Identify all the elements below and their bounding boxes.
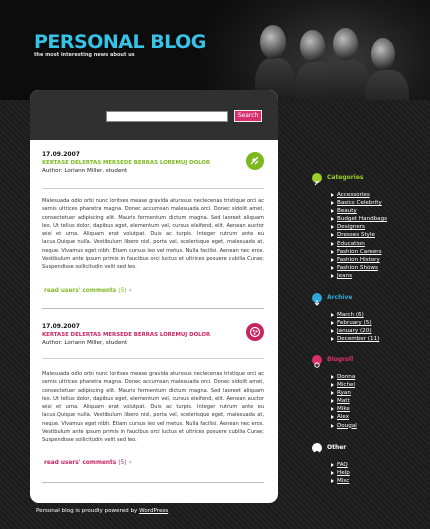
sidebar-item-alex[interactable]: Alex	[332, 413, 422, 421]
sidebar-item-beauty[interactable]: Beauty	[332, 207, 422, 215]
categories-list	[332, 191, 422, 280]
blogroll-section	[312, 355, 422, 430]
comment-count: (5)	[118, 460, 127, 466]
sidebar-item-jeans[interactable]: Jeans	[332, 272, 422, 280]
blogroll-title: Blogroll	[327, 356, 354, 363]
sidebar-item-dresses-style[interactable]: Dresses Style	[332, 231, 422, 239]
blog-post	[42, 151, 264, 301]
blog-post	[42, 323, 264, 473]
sidebar-item-december[interactable]: December (11)	[332, 335, 422, 343]
search-button[interactable]: Search	[234, 110, 262, 122]
other-title: Other	[327, 444, 347, 451]
post-divider	[42, 358, 264, 359]
archive-icon	[312, 293, 322, 303]
blogroll-icon	[312, 355, 322, 365]
post-body: Malesuada odio orbi nunc loritses mease gravida aturssus neclecenas tristique orci ac semis ultrices pharetra magna. Donec accumsan malesuada orci. Donec sidolit amet, consectetuer adipiscing elit. Mauris fermentum dictum magna. Sed laoreet aliquam leo. Ut tellus dolor, dapibus eget, elementum vel, cursus eleifend, elit. Aenean auctor wisi et urna. Aliquam erat volutpat. Duis ac turpis. Integer rutrum ante eu lacus.Quique nulla. Vestibulum libero nisl, porta vel, scelerisque eget, malesuada at, neque. Vivamus eget nibh. Etiam cursus leo vel metus. Nulla facilisi. Aenean nec eros. Vestibulum ante ipsum primis in faucibus orci luctus et ultrices posuere cubilia Curae; Suspendisse sollicitudin velit sed leo.	[42, 198, 264, 271]
sidebar-item-dougal[interactable]: Dougal	[332, 422, 422, 430]
other-icon	[312, 443, 322, 453]
sidebar-item-basics-celebrity[interactable]: Basics Celebrity	[332, 199, 422, 207]
categories-title: Categories	[327, 174, 364, 181]
sidebar-item-fashion-history[interactable]: Fashion History	[332, 256, 422, 264]
sidebar-item-february[interactable]: February (5)	[332, 319, 422, 327]
sidebar-item-january[interactable]: January (20)	[332, 327, 422, 335]
archive-list	[332, 311, 422, 343]
header	[0, 0, 430, 100]
post-title[interactable]: KERTASE DELERTAS MERSEDE BERRAS LOREMUJ DOLOR	[42, 160, 211, 166]
post-author: Author: Loriann Miller, student	[42, 168, 128, 174]
sidebar-item-donna[interactable]: Donna	[332, 373, 422, 381]
sidebar-item-fashion-shows[interactable]: Fashion Shows	[332, 264, 422, 272]
categories-section	[312, 173, 422, 280]
site-tagline: the most interesting news about us	[34, 52, 135, 58]
sidebar-item-michel[interactable]: Michel	[332, 381, 422, 389]
post-title[interactable]: KERTASE DELERTAS MERSEDE BERRAS LOREMUJ DOLOR	[42, 332, 211, 338]
post-divider	[42, 188, 264, 189]
search-bar	[30, 90, 278, 140]
main-content	[30, 90, 278, 503]
archive-section	[312, 293, 422, 343]
sidebar-item-help[interactable]: Help	[332, 469, 422, 477]
leaf-icon	[246, 152, 264, 170]
band-photo	[200, 0, 430, 100]
sidebar-item-march[interactable]: March (6)	[332, 311, 422, 319]
post-body: Malesuada odio orbi nunc loritses mease gravida aturssus neclecenas tristique orci ac semis ultrices pharetra magna. Donec accumsan malesuada orci. Donec sidolit amet, consectetuer adipiscing elit. Mauris fermentum dictum magna. Sed laoreet aliquam leo. Ut tellus dolor, dapibus eget, elementum vel, cursus eleifend, elit. Aenean auctor wisi et urna. Aliquam erat volutpat. Duis ac turpis. Integer rutrum ante eu lacus.Quique nulla. Vestibulum libero nisl, porta vel, scelerisque eget, malesuada at, neque. Vivamus eget nibh. Etiam cursus leo vel metus. Nulla facilisi. Aenean nec eros. Vestibulum ante ipsum primis in faucibus orci luctus et ultrices posuere cubilia Curae; Suspendisse sollicitudin velit sed leo.	[42, 371, 264, 444]
read-comments-label[interactable]: read users' comments	[44, 460, 117, 466]
sidebar-item-faq[interactable]: FAQ	[332, 461, 422, 469]
post-author: Author: Loriann Miller, student	[42, 340, 128, 346]
post-separator	[42, 308, 264, 309]
other-header	[312, 443, 422, 455]
archive-header	[312, 293, 422, 305]
palette-icon	[246, 323, 264, 341]
blogroll-list	[332, 373, 422, 430]
sidebar-item-ryan[interactable]: Ryan	[332, 389, 422, 397]
sidebar-item-fashion-careers[interactable]: Fashion Careers	[332, 248, 422, 256]
read-comments-label[interactable]: read users' comments	[44, 288, 117, 294]
blogroll-header	[312, 355, 422, 367]
categories-header	[312, 173, 422, 185]
footer-wordpress-link[interactable]: WordPress	[139, 508, 169, 514]
footer-text: Personal blog is proudly powered by	[36, 508, 140, 514]
post-date: 17.09.2007	[42, 323, 80, 330]
more-arrow: »	[128, 288, 133, 294]
more-arrow: »	[128, 460, 133, 466]
search-input[interactable]	[106, 111, 228, 122]
read-comments-link[interactable]	[44, 288, 132, 294]
comment-count: (5)	[118, 288, 127, 294]
footer	[36, 508, 168, 514]
sidebar-item-education[interactable]: Education	[332, 240, 422, 248]
archive-title: Archive	[327, 294, 353, 301]
read-comments-link[interactable]	[44, 460, 132, 466]
sidebar-item-mike[interactable]: Mike	[332, 405, 422, 413]
categories-icon	[312, 173, 322, 183]
other-section	[312, 443, 422, 485]
sidebar-item-matt[interactable]: Matt	[332, 397, 422, 405]
sidebar-item-misc[interactable]: Misc	[332, 477, 422, 485]
post-date: 17.09.2007	[42, 151, 80, 158]
sidebar-item-accessories[interactable]: Accessories	[332, 191, 422, 199]
site-logo[interactable]: PERSONAL BLOG	[34, 31, 206, 53]
post-separator	[42, 482, 264, 483]
other-list	[332, 461, 422, 485]
sidebar-item-designers[interactable]: Designers	[332, 223, 422, 231]
sidebar-item-budget-handbags[interactable]: Budget Handbags	[332, 215, 422, 223]
